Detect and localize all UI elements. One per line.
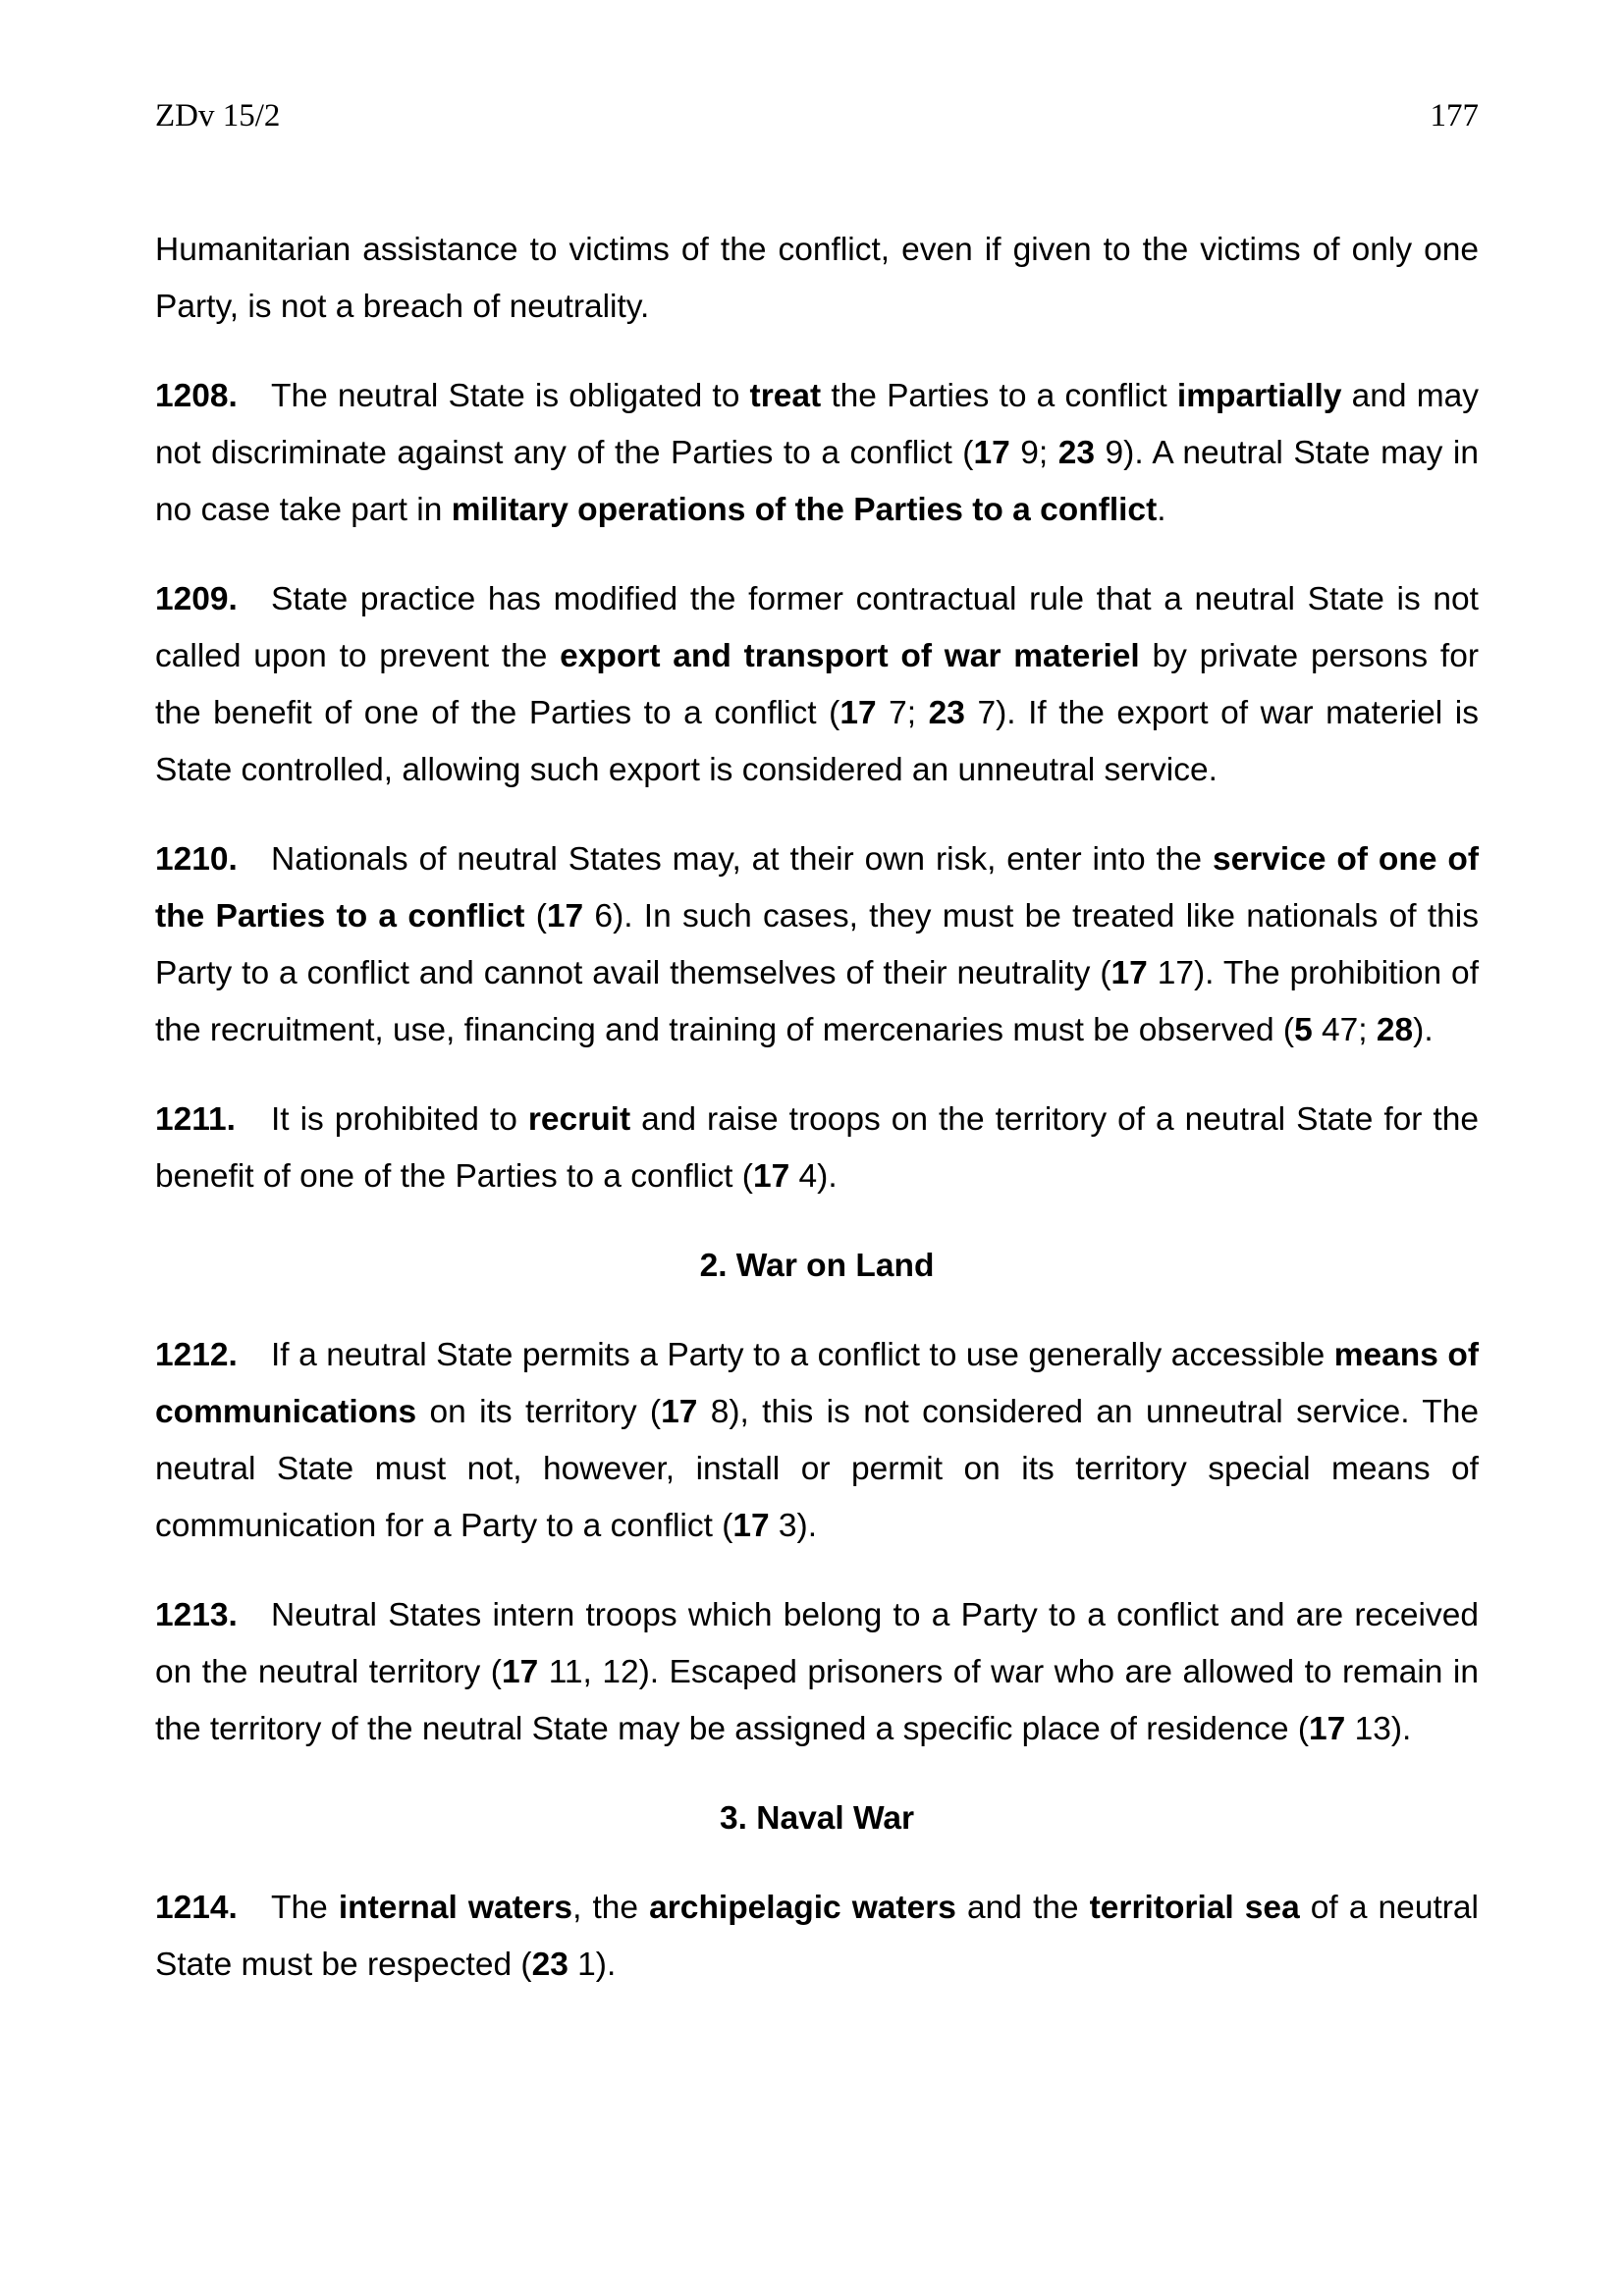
paragraph-1208 (155, 368, 1479, 539)
section-heading-naval-war: 3. Naval War (720, 1800, 914, 1837)
text: If a neutral State permits a Party to a conflict to use generally accessible (271, 1337, 1334, 1373)
paragraph-number: 1214. (155, 1890, 238, 1926)
emphasis: internal waters (338, 1890, 573, 1926)
intro-paragraph (155, 222, 1479, 336)
text: 13). (1345, 1711, 1412, 1747)
emphasis: means of communications (155, 1337, 1479, 1430)
text: the Parties to a conflict (821, 378, 1177, 414)
reference-number: 17 (1110, 955, 1148, 991)
text: 4). (789, 1158, 838, 1195)
text: 6). In such cases, they must be treated like nationals of this Party to a conflict and cannot avail themselves of their neutrality ( (155, 898, 1479, 991)
reference-number: 28 (1376, 1012, 1414, 1048)
reference-number: 23 (531, 1947, 568, 1983)
reference-number: 17 (661, 1394, 698, 1430)
text: 47; (1312, 1012, 1377, 1048)
text: 7). If the export of war materiel is State controlled, allowing such export is considered an unneutral service. (155, 695, 1479, 788)
reference-number: 17 (752, 1158, 790, 1195)
reference-number: 17 (973, 435, 1010, 471)
reference-number: 17 (501, 1654, 539, 1690)
text: by private persons for the benefit of one of the Parties to a conflict ( (155, 638, 1479, 731)
text: on its territory ( (416, 1394, 662, 1430)
reference-number: 17 (839, 695, 877, 731)
emphasis: service of one of the Parties to a conflict (155, 841, 1480, 934)
text: State practice has modified the former contractual rule that a neutral State is not called upon to prevent the (155, 581, 1479, 674)
paragraph-number: 1212. (155, 1337, 238, 1373)
document-id: ZDv 15/2 (155, 98, 281, 133)
paragraph-number: 1209. (155, 581, 238, 617)
page-number: 177 (1430, 98, 1479, 133)
text: and may not discriminate against any of the Parties to a conflict ( (155, 378, 1479, 471)
text: 9). A neutral State may in no case take part in (155, 435, 1479, 528)
text: Neutral States intern troops which belong to a Party to a conflict and are received on the neutral territory ( (155, 1597, 1479, 1690)
emphasis: recruit (527, 1101, 631, 1138)
text: 3). (769, 1508, 818, 1544)
text: The (271, 1890, 339, 1926)
text: , the (572, 1890, 650, 1926)
reference-number: 17 (546, 898, 584, 934)
text: 9; (1009, 435, 1058, 471)
text: The neutral State is obligated to (271, 378, 750, 414)
reference-number: 17 (732, 1508, 770, 1544)
text: 7; (876, 695, 929, 731)
text: . (1157, 492, 1166, 528)
paragraph-1210 (155, 831, 1479, 1059)
text: 11, 12). Escaped prisoners of war who are allowed to remain in the territory of the neutral State may be assigned a specific place of residence ( (155, 1654, 1480, 1747)
emphasis: military operations of the Parties to a conflict (451, 492, 1158, 528)
emphasis: treat (749, 378, 822, 414)
text: of a neutral State must be respected ( (155, 1890, 1479, 1983)
emphasis: archipelagic waters (649, 1890, 956, 1926)
paragraph-number: 1208. (155, 378, 238, 414)
emphasis: impartially (1176, 378, 1342, 414)
page-body (155, 222, 1479, 2026)
paragraph-number: 1213. (155, 1597, 238, 1633)
text: and raise troops on the territory of a neutral State for the benefit of one of the Parties to a conflict ( (155, 1101, 1479, 1195)
section-heading-war-on-land: 2. War on Land (699, 1248, 935, 1284)
text: 17). The prohibition of the recruitment, use, financing and training of mercenaries must be observed ( (155, 955, 1479, 1048)
paragraph-number: 1211. (155, 1101, 236, 1138)
reference-number: 5 (1294, 1012, 1313, 1048)
text: Nationals of neutral States may, at their own risk, enter into the (271, 841, 1213, 878)
emphasis: export and transport of war materiel (560, 638, 1140, 674)
paragraph-number: 1210. (155, 841, 238, 878)
text: 8), this is not considered an unneutral service. The neutral State must not, however, install or permit on its territory special means of communication for a Party to a conflict ( (155, 1394, 1479, 1544)
text: ( (524, 898, 547, 934)
reference-number: 23 (1057, 435, 1095, 471)
emphasis: territorial sea (1089, 1890, 1300, 1926)
reference-number: 17 (1309, 1711, 1346, 1747)
text: It is prohibited to (271, 1101, 528, 1138)
text: ). (1413, 1012, 1434, 1048)
paragraph-1213 (155, 1587, 1479, 1758)
text: and the (955, 1890, 1090, 1926)
text: 1). (568, 1947, 617, 1983)
paragraph-1211 (155, 1092, 1479, 1205)
intro-text: Humanitarian assistance to victims of the conflict, even if given to the victims of only one Party, is not a breach of neutrality. (155, 232, 1479, 325)
paragraph-1209 (155, 571, 1479, 799)
reference-number: 23 (928, 695, 965, 731)
paragraph-1212 (155, 1327, 1479, 1555)
paragraph-1214 (155, 1880, 1479, 1994)
